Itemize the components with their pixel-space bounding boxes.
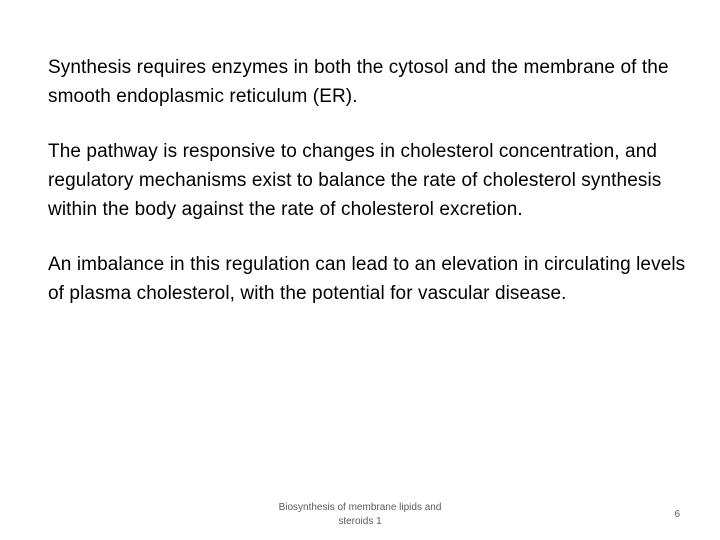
paragraph-pathway-regulation: The pathway is responsive to changes in cholesterol concentration, and regulatory mechanisms exist to balance the rate of cholesterol synthesis within the body against the rate of cholesterol excretion. xyxy=(48,141,662,220)
footer-title: Biosynthesis of membrane lipids and steroids 1 xyxy=(278,502,442,527)
slide-number: 6 xyxy=(674,509,680,520)
slide-body xyxy=(48,53,688,308)
paragraph-imbalance: An imbalance in this regulation can lead to an elevation in circulating levels of plasma cholesterol, with the potential for vascular disease. xyxy=(48,254,686,304)
paragraph-synthesis: Synthesis requires enzymes in both the cytosol and the membrane of the smooth endoplasmic reticulum (ER). xyxy=(48,57,669,107)
